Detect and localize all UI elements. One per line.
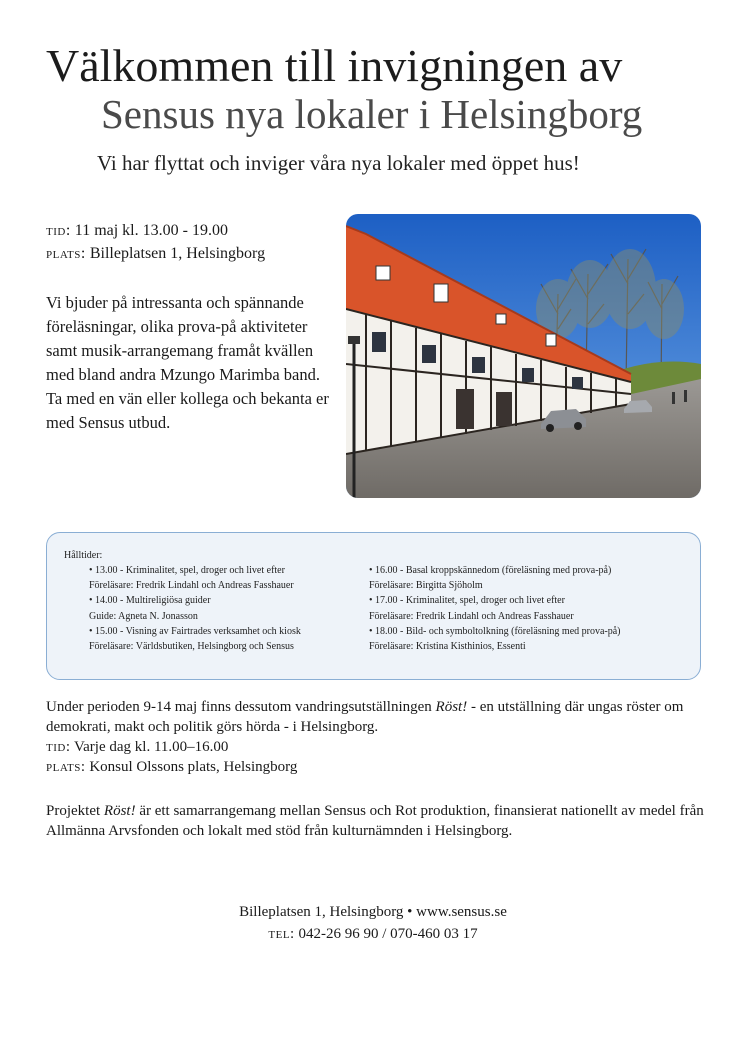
photo-illustration <box>346 214 701 498</box>
schedule-item-title: • 15.00 - Visning av Fairtrades verksamhet och kiosk <box>89 625 301 637</box>
page-title-line2: Sensus nya lokaler i Helsingborg <box>101 91 643 137</box>
schedule-item <box>89 563 374 593</box>
timber-frame-houses-photo <box>346 214 701 498</box>
schedule-item <box>369 624 689 654</box>
exhibition-time-label: tid: <box>46 739 71 755</box>
page-subtitle: Vi har flyttat och inviger våra nya lokaler med öppet hus! <box>97 151 580 175</box>
schedule-item-person: Föreläsare: Birgitta Sjöholm <box>369 580 483 592</box>
schedule-item <box>369 593 689 623</box>
event-place <box>46 242 336 265</box>
exhibition-place <box>46 757 706 777</box>
tel-label: tel: <box>268 926 295 942</box>
exhibition-name: Röst! <box>435 699 468 715</box>
exhibition-text-before: Under perioden 9-14 maj finns dessutom vandringsutställningen <box>46 699 436 715</box>
schedule-item-title: • 14.00 - Multireligiösa guider <box>89 595 211 607</box>
place-value: Billeplatsen 1, Helsingborg <box>89 245 266 262</box>
event-time <box>46 219 336 242</box>
footer-address: Billeplatsen 1, Helsingborg • www.sensus.se <box>239 904 507 920</box>
event-info <box>46 219 336 265</box>
schedule-item <box>89 593 374 623</box>
schedule-box <box>46 532 701 680</box>
schedule-heading: Hålltider: <box>64 550 103 561</box>
schedule-item-title: • 13.00 - Kriminalitet, spel, droger och livet efter <box>89 565 285 576</box>
exhibition-time <box>46 737 706 757</box>
exhibition-text-after: - en utställning där ungas röster om demokrati, makt och politik görs hörda - i Helsingborg. <box>46 699 684 735</box>
schedule-item-title: • 17.00 - Kriminalitet, spel, droger och livet efter <box>369 595 565 607</box>
schedule-item <box>89 624 374 654</box>
schedule-item-person: Föreläsare: Kristina Kisthinios, Essenti <box>369 641 526 653</box>
schedule-item <box>369 563 689 593</box>
exhibition-place-label: plats: <box>46 759 86 775</box>
time-value: 11 maj kl. 13.00 - 19.00 <box>74 222 228 239</box>
schedule-left-column <box>89 563 374 654</box>
schedule-item-person: Föreläsare: Världsbutiken, Helsingborg och Sensus <box>89 641 294 653</box>
project-text-after: är ett samarrangemang mellan Sensus och Rot produktion, finansierat nationellt av medel från Allmänna Arvsfonden och lokalt med stöd från kulturnämnden i Helsingborg. <box>46 803 704 839</box>
project-name: Röst! <box>103 803 136 819</box>
exhibition-place-value: Konsul Olssons plats, Helsingborg <box>89 759 298 775</box>
schedule-item-person: Guide: Agneta N. Jonasson <box>89 610 198 622</box>
schedule-item-person: Föreläsare: Fredrik Lindahl och Andreas Fasshauer <box>89 580 294 592</box>
exhibition-description <box>46 697 706 737</box>
time-label: tid: <box>46 222 71 239</box>
project-paragraph <box>46 801 706 841</box>
exhibition-time-value: Varje dag kl. 11.00–16.00 <box>73 739 229 755</box>
intro-paragraph: Vi bjuder på intressanta och spännande föreläsningar, olika prova-på aktiviteter samt musik-arrangemang framåt kvällen med bland andra Mzungo Marimba band. Ta med en vän eller kollega och bekanta er med Sensus utbud. <box>46 293 329 432</box>
schedule-right-column <box>369 563 689 654</box>
schedule-item-person: Föreläsare: Fredrik Lindahl och Andreas Fasshauer <box>369 610 574 622</box>
place-label: plats: <box>46 245 86 262</box>
schedule-item-title: • 16.00 - Basal kroppskännedom (föreläsning med prova-på) <box>369 565 612 576</box>
page-title-line1: Välkommen till invigningen av <box>46 40 623 91</box>
tel-value: 042-26 96 90 / 070-460 03 17 <box>298 926 478 942</box>
schedule-item-title: • 18.00 - Bild- och symboltolkning (föreläsning med prova-på) <box>369 625 621 637</box>
exhibition-paragraph <box>46 697 706 777</box>
footer-phone <box>0 924 746 944</box>
project-text-before: Projektet <box>46 803 104 819</box>
